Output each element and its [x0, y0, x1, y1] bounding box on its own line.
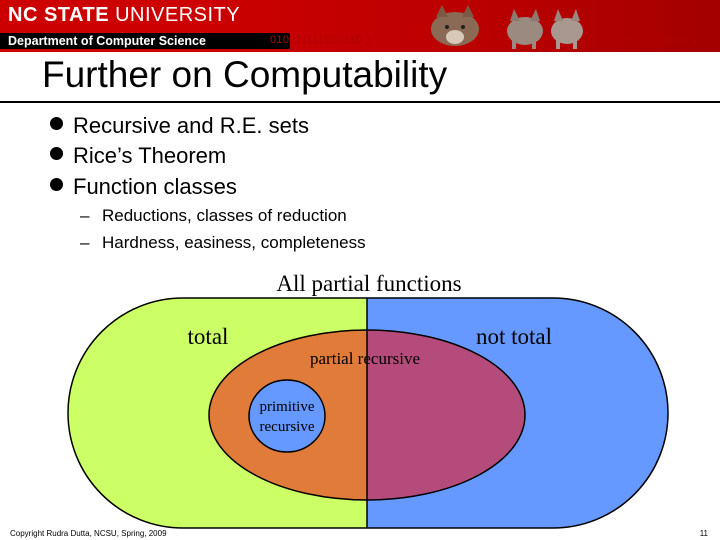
page-number: 11 [699, 529, 708, 538]
primitive-recursive-region [249, 380, 325, 452]
bullet-dot-icon [50, 117, 63, 130]
partial-recursive-label: partial recursive [310, 349, 420, 368]
copyright-text: Copyright Rudra Dutta, NCSU, Spring, 2009 [10, 529, 167, 538]
wolf-head-image [420, 3, 490, 49]
bullet-dot-icon [50, 178, 63, 191]
primitive-label-line1: primitive [259, 399, 315, 415]
sub-bullet-text: Hardness, easiness, completeness [102, 233, 366, 252]
dash-icon: – [80, 206, 90, 225]
binary-decoration-right: 010101010101010 1 [592, 34, 699, 46]
binary-decoration-mid: 010011111010110 1 [270, 34, 372, 46]
university-name-thin: UNIVERSITY [115, 4, 241, 26]
slide-title: Further on Computability [42, 54, 448, 95]
all-partial-functions-label: All partial functions [276, 271, 462, 296]
bullet-item [50, 113, 309, 139]
total-label: total [187, 324, 229, 349]
sub-bullet-item [80, 206, 347, 226]
department-name: Department of Computer Science [8, 34, 206, 48]
dash-icon: – [80, 233, 90, 252]
sub-bullet-item [80, 233, 366, 253]
not-total-label: not total [475, 324, 553, 349]
university-name-bold: NC STATE [8, 4, 110, 26]
bullet-item [50, 174, 237, 200]
function-classes-diagram [0, 260, 720, 530]
wolf-image-left [500, 3, 550, 49]
title-underline [0, 101, 720, 103]
university-logo-text [8, 4, 240, 27]
header-banner [0, 0, 720, 52]
bullet-text: Recursive and R.E. sets [73, 113, 309, 138]
sub-bullet-text: Reductions, classes of reduction [102, 206, 347, 225]
bullet-text: Rice’s Theorem [73, 143, 227, 168]
bullet-dot-icon [50, 147, 63, 160]
bullet-text: Function classes [73, 174, 237, 199]
wolf-image-right [545, 3, 590, 49]
bullet-item [50, 143, 226, 169]
primitive-label-line2: recursive [259, 419, 315, 435]
